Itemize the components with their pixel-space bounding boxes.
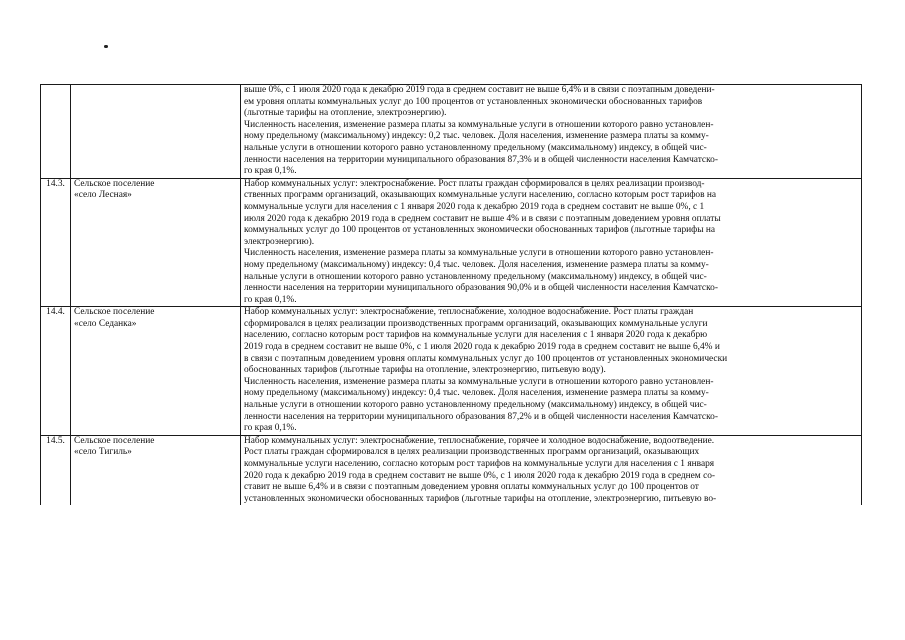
description-line: сформировался в целях реализации производственных программ организаций, оказывающих коммунальные услуги [244,318,708,329]
description-line: ственных программ организаций, оказывающих коммунальные услуги населению, согласно которым рост тарифов на [244,190,717,201]
description-line: нальные услуги в отношении которого равно установленному предельному (максимальному) индексу, в общей чис- [244,142,707,153]
description-line: коммунальные услуги населению, согласно которым рост тарифов на коммунальные услуги для населения с 1 января [244,459,715,469]
description-line: ному предельному (максимальному) индексу: 0,2 тыс. человек. Доля населения, изменение размера платы за комму- [244,131,709,142]
settlement-name-cell [71,307,241,436]
settlement-name-line: Сельское поселение [74,307,155,318]
description-line: (льготные тарифы на отопление, электроэнергию). [244,108,447,119]
description-line: населению, согласно которым рост тарифов на коммунальные услуги для населения с 1 января 2020 года к декабрю [244,330,708,341]
description-line: нальные услуги в отношении которого равно установленному предельному (максимальному) индексу, в общей чис- [244,271,707,282]
description-line: ставит не выше 6,4% и в связи с поэтапным доведением уровня оплаты коммунальных услуг до 100 процентов от [244,482,699,493]
description-line: ленности населения на территории муниципального образования 90,0% и в общей численности населения Камчатско- [244,283,718,294]
description-line: Набор коммунальных услуг: электроснабжение. Рост платы граждан сформировался в целях реализации производ- [244,178,705,189]
description-cell [241,307,862,436]
table-row [41,307,862,436]
row-number: 14.4. [41,307,71,436]
description-line: установленных экономически обоснованных тарифов (льготные тарифы на отопление, электроэнергию, питьевую во- [244,493,717,504]
settlement-name-line: «село Лесная» [74,190,132,201]
description-line: коммунальные услуги для населения с 1 января 2020 года к декабрю 2019 года в среднем составит не выше 0%, с 1 [244,201,705,212]
description-line: коммунальных услуг до 100 процентов от установленных экономически обоснованных тарифов (льготные тарифы на [244,225,716,236]
description-line: 2020 года к декабрю 2019 года в среднем составит не выше 0%, с 1 июля 2020 года к декабрю 2019 года в среднем со- [244,470,716,481]
settlement-name-line: «село Тигиль» [74,447,132,458]
settlement-name-line: Сельское поселение [74,178,155,189]
description-line: Набор коммунальных услуг: электроснабжение, теплоснабжение, горячее и холодное водоснабжение, водоотведение. [244,435,715,446]
description-line: 2019 года в среднем составит не выше 0%, с 1 июля 2020 года к декабрю 2019 года в среднем составит не выше 6,4% и [244,342,720,353]
row-number: 14.3. [41,178,71,307]
settlement-name-line: «село Седанка» [74,318,137,329]
description-line: го края 0,1%. [244,294,297,305]
table-row [41,435,862,505]
description-line: Численность населения, изменение размера платы за коммунальные услуги в отношении которого равно установлен- [244,376,714,387]
settlement-name-cell [71,435,241,505]
description-line: ем уровня оплаты коммунальных услуг до 100 процентов от установленных экономически обоснованных тарифов [244,96,703,107]
description-line: в связи с поэтапным доведением уровня оплаты коммунальных услуг до 100 процентов от установленных экономически [244,353,728,364]
description-line: Рост платы граждан сформировался в целях реализации производственных программ организаций, оказывающих [244,447,700,458]
description-line: ному предельному (максимальному) индексу: 0,4 тыс. человек. Доля населения, изменение размера платы за комму- [244,388,709,399]
row-number: 14.5. [41,435,71,505]
description-line: Численность населения, изменение размера платы за коммунальные услуги в отношении которого равно установлен- [244,119,714,130]
description-cell [241,85,862,179]
description-line: ному предельному (максимальному) индексу: 0,4 тыс. человек. Доля населения, изменение размера платы за комму- [244,259,709,270]
description-line: июля 2020 года к декабрю 2019 года в среднем составит не выше 4% и в связи с поэтапным доведением уровня оплаты [244,213,721,224]
description-line: обоснованных тарифов (льготные тарифы на отопление, электроэнергию, питьевую воду). [244,365,606,376]
scan-speck [104,45,108,48]
table-row [41,85,862,179]
settlement-name-cell [71,178,241,307]
description-line: Численность населения, изменение размера платы за коммунальные услуги в отношении которого равно установлен- [244,248,714,259]
description-line: нальные услуги в отношении которого равно установленному предельному (максимальному) индексу, в общей чис- [244,400,707,411]
description-line: ленности населения на территории муниципального образования 87,3% и в общей численности населения Камчатско- [244,154,718,165]
description-cell [241,435,862,505]
description-line: го края 0,1%. [244,166,297,177]
description-line: ленности населения на территории муниципального образования 87,2% и в общей численности населения Камчатско- [244,411,718,422]
table-row [41,178,862,307]
tariff-table [40,84,862,505]
table-body [41,85,862,506]
description-line: Набор коммунальных услуг: электроснабжение, теплоснабжение, холодное водоснабжение. Рост платы граждан [244,307,694,318]
description-line: электроэнергию). [244,236,315,247]
settlement-name-line: Сельское поселение [74,435,155,446]
row-number [41,85,71,179]
settlement-name-cell [71,85,241,179]
description-line: го края 0,1%. [244,423,297,434]
description-line: выше 0%, с 1 июля 2020 года к декабрю 2019 года в среднем составит не выше 6,4% и в связи с поэтапным доведени- [244,85,715,95]
description-cell [241,178,862,307]
